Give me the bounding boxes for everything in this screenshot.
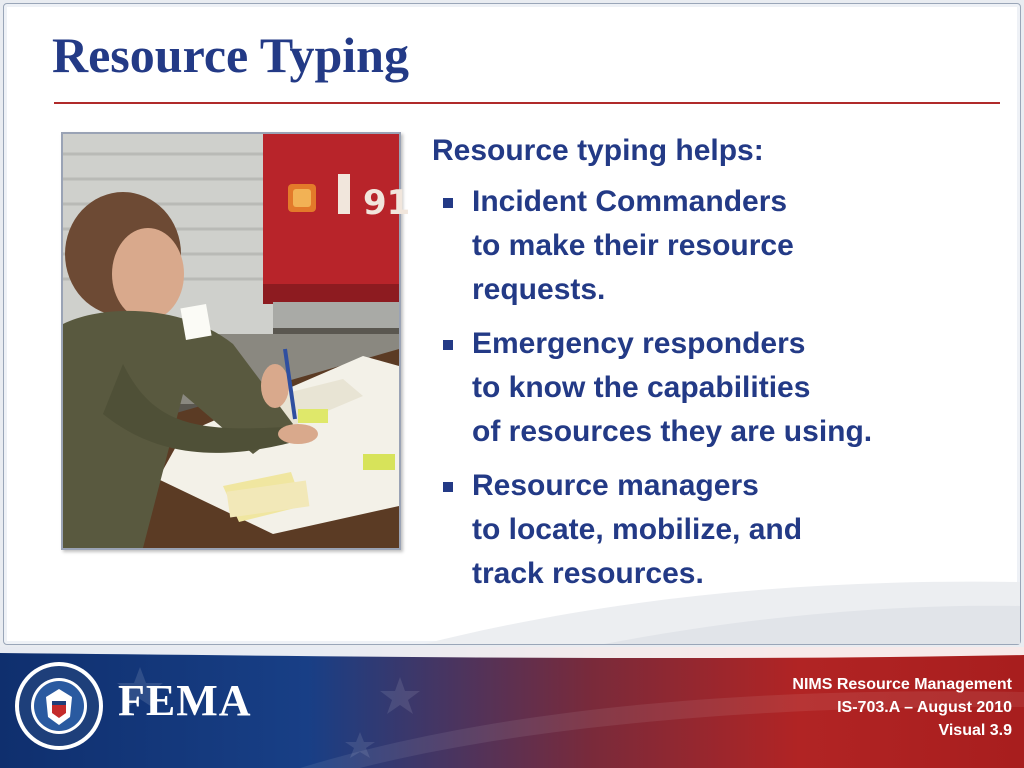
- bullet-line: requests.: [472, 273, 606, 306]
- slide-title: Resource Typing: [52, 27, 409, 83]
- bullet-line: of resources they are using.: [472, 415, 873, 448]
- svg-text:91: 91: [363, 183, 411, 223]
- bullet-line: to know the capabilities: [472, 371, 811, 404]
- title-divider: [54, 102, 1000, 104]
- fema-logo-text: FEMA: [118, 676, 252, 725]
- photo-woman-reviewing-map-icon: [63, 134, 411, 548]
- bullet-list: [432, 180, 1002, 596]
- bullet-line: to make their resource: [472, 229, 794, 262]
- slide-photo: [61, 132, 411, 550]
- content-area: [432, 132, 1002, 606]
- course-code: IS-703.A – August 2010: [837, 699, 1012, 716]
- square-bullet-icon: [443, 482, 453, 492]
- course-info: [792, 673, 1012, 742]
- square-bullet-icon: [443, 198, 453, 208]
- bullet-line: to locate, mobilize, and: [472, 513, 803, 546]
- square-bullet-icon: [443, 340, 453, 350]
- bullet-item-emergency-responders: [432, 322, 1002, 454]
- bullet-item-resource-managers: [432, 464, 1002, 596]
- footer-banner: [0, 647, 1024, 768]
- course-name: NIMS Resource Management: [792, 676, 1012, 693]
- slide-canvas: [3, 3, 1021, 645]
- bullet-line: Emergency responders: [472, 327, 806, 360]
- dhs-seal-icon: [14, 661, 104, 751]
- bullet-item-incident-commanders: [432, 180, 1002, 312]
- bullet-line: Resource managers: [472, 469, 759, 502]
- bullet-line: Incident Commanders: [472, 185, 788, 218]
- bullet-line: track resources.: [472, 557, 704, 590]
- visual-number: Visual 3.9: [938, 722, 1012, 739]
- lead-text: Resource typing helps:: [432, 134, 764, 167]
